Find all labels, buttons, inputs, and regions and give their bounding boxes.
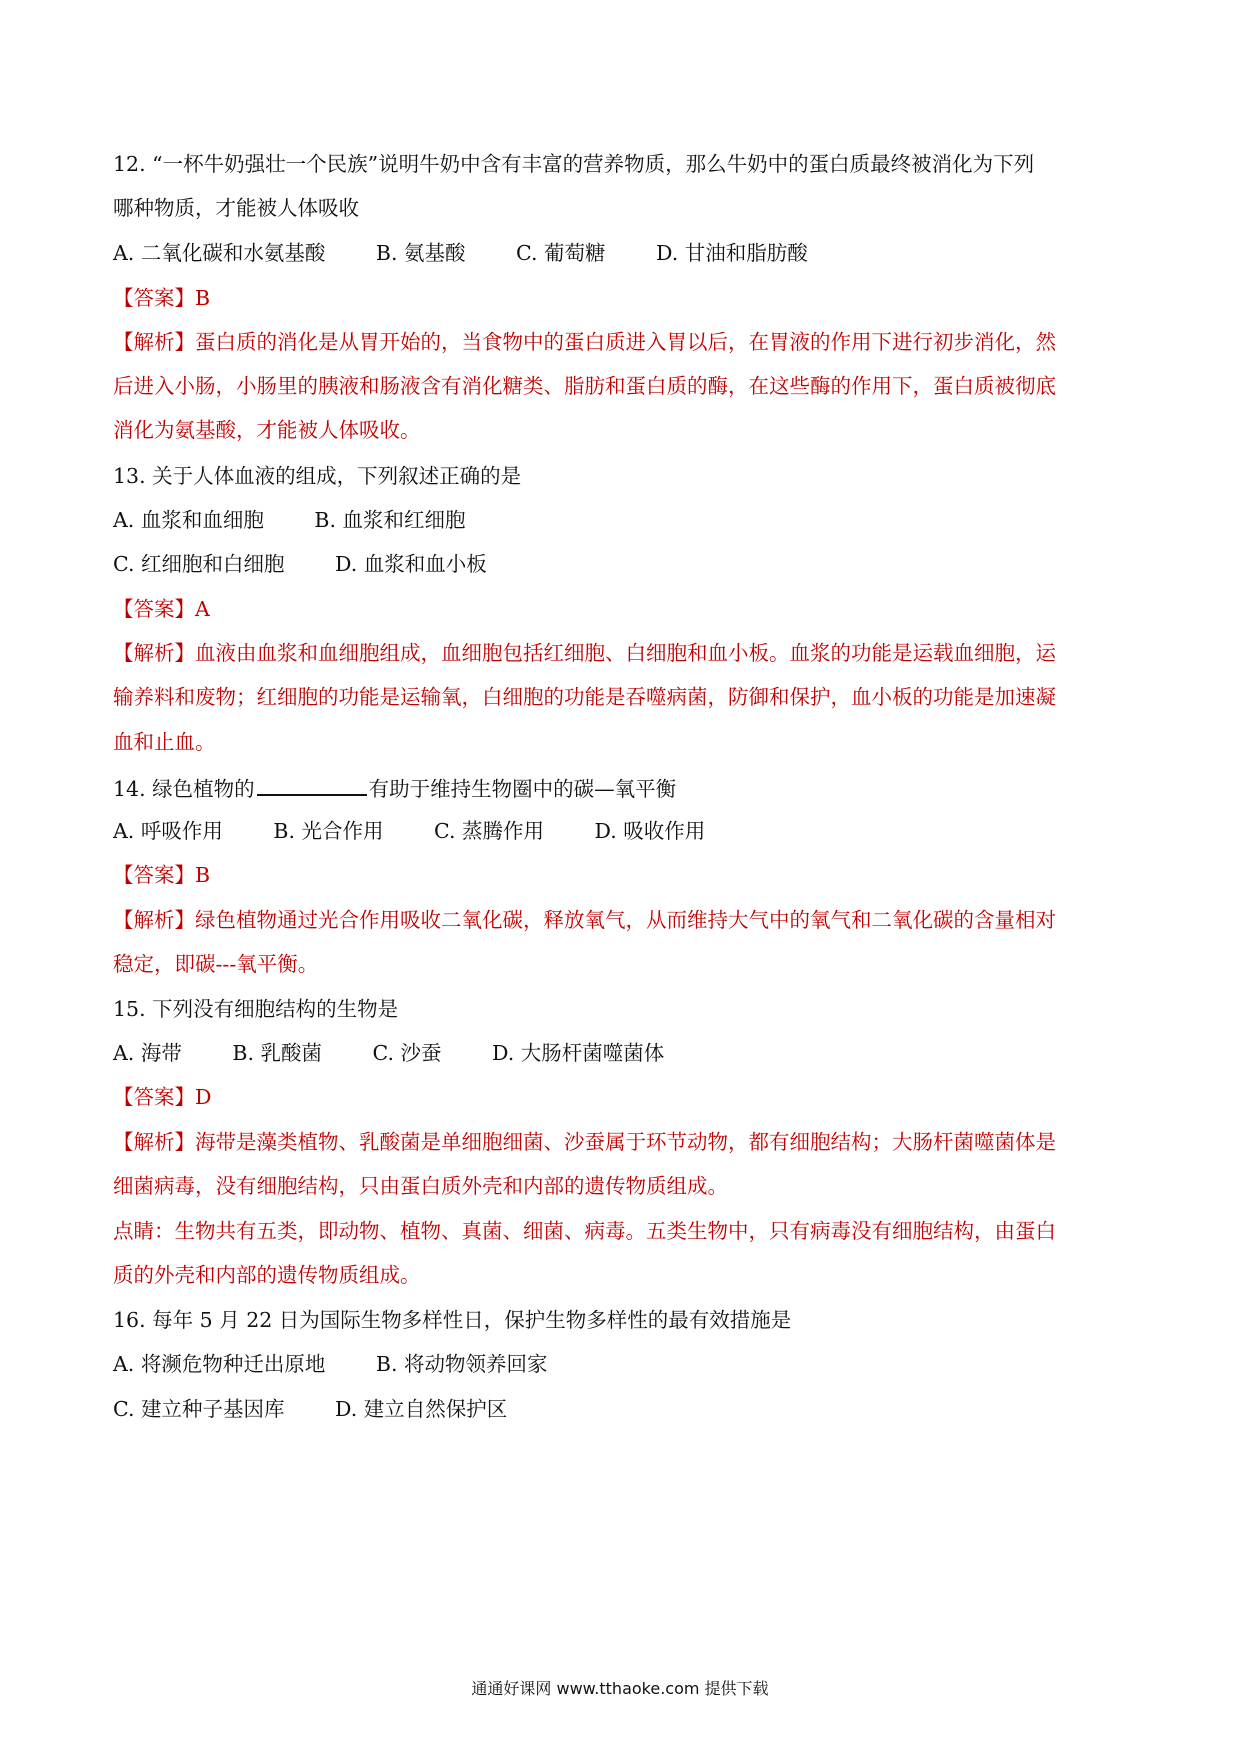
q14-explanation-line-2: 稳定，即碳---氧平衡。	[113, 952, 319, 976]
q14-blank	[257, 774, 367, 796]
q14-stem-part-1: 14. 绿色植物的	[113, 777, 255, 801]
q13-option-a: A. 血浆和血细胞	[113, 508, 264, 532]
q15-options	[113, 1041, 664, 1065]
q14-option-c: C. 蒸腾作用	[434, 819, 545, 843]
q12-explanation-line-1: 【解析】蛋白质的消化是从胃开始的，当食物中的蛋白质进入胃以后，在胃液的作用下进行初步消化，然	[113, 330, 1056, 354]
q12-stem-line-2: 哪种物质，才能被人体吸收	[113, 196, 359, 220]
q15-option-b: B. 乳酸菌	[232, 1041, 322, 1065]
q14-options	[113, 819, 705, 843]
q12-option-b: B. 氨基酸	[375, 241, 466, 265]
q15-tip-line-2: 质的外壳和内部的遗传物质组成。	[113, 1263, 421, 1287]
q14-answer: 【答案】B	[113, 863, 211, 887]
q13-explanation-line-2: 输养料和废物；红细胞的功能是运输氧，白细胞的功能是吞噬病菌，防御和保护，血小板的功能是加速凝	[113, 685, 1056, 709]
q13-options-row-1	[113, 508, 465, 532]
q15-explanation-line-1: 【解析】海带是藻类植物、乳酸菌是单细胞细菌、沙蚕属于环节动物，都有细胞结构；大肠杆菌噬菌体是	[113, 1130, 1056, 1154]
q14-stem	[113, 774, 677, 801]
q15-option-c: C. 沙蚕	[372, 1041, 442, 1065]
q14-explanation-line-1: 【解析】绿色植物通过光合作用吸收二氧化碳，释放氧气，从而维持大气中的氧气和二氧化碳的含量相对	[113, 908, 1056, 932]
q12-explanation-line-3: 消化为氨基酸，才能被人体吸收。	[113, 418, 421, 442]
page-footer: 通通好课网 www.tthaoke.com 提供下载	[471, 1679, 769, 1698]
q13-explanation-line-3: 血和止血。	[113, 730, 216, 754]
q14-option-b: B. 光合作用	[273, 819, 384, 843]
q13-options-row-2	[113, 552, 487, 576]
q12-option-c: C. 葡萄糖	[516, 241, 606, 265]
q15-stem: 15. 下列没有细胞结构的生物是	[113, 997, 399, 1021]
q12-stem-line-1: 12. “一杯牛奶强壮一个民族”说明牛奶中含有丰富的营养物质，那么牛奶中的蛋白质最终被消化为下列	[113, 152, 1035, 176]
q15-tip-line-1: 点睛：生物共有五类，即动物、植物、真菌、细菌、病毒。五类生物中，只有病毒没有细胞结构，由蛋白	[113, 1219, 1056, 1243]
q12-explanation-line-2: 后进入小肠，小肠里的胰液和肠液含有消化糖类、脂肪和蛋白质的酶，在这些酶的作用下，蛋白质被彻底	[113, 374, 1056, 398]
q14-option-a: A. 呼吸作用	[113, 819, 223, 843]
q13-option-b: B. 血浆和红细胞	[314, 508, 466, 532]
q12-option-a: A. 二氧化碳和水氨基酸	[113, 241, 326, 265]
q12-option-d: D. 甘油和脂肪酸	[656, 241, 808, 265]
q16-options-row-1	[113, 1352, 547, 1376]
q13-stem: 13. 关于人体血液的组成，下列叙述正确的是	[113, 464, 522, 488]
q12-answer: 【答案】B	[113, 286, 211, 310]
q15-answer: 【答案】D	[113, 1085, 212, 1109]
q14-option-d: D. 吸收作用	[594, 819, 706, 843]
q16-option-a: A. 将濒危物种迁出原地	[113, 1352, 326, 1376]
q15-explanation-line-2: 细菌病毒，没有细胞结构，只由蛋白质外壳和内部的遗传物质组成。	[113, 1174, 728, 1198]
q13-answer: 【答案】A	[113, 597, 210, 621]
q14-stem-part-2: 有助于维持生物圈中的碳—氧平衡	[368, 777, 677, 801]
q13-explanation-line-1: 【解析】血液由血浆和血细胞组成，血细胞包括红细胞、白细胞和血小板。血浆的功能是运载血细胞，运	[113, 641, 1056, 665]
q12-options	[113, 241, 808, 265]
q15-option-a: A. 海带	[113, 1041, 182, 1065]
q16-option-b: B. 将动物领养回家	[375, 1352, 548, 1376]
q15-option-d: D. 大肠杆菌噬菌体	[492, 1041, 665, 1065]
q16-option-d: D. 建立自然保护区	[335, 1397, 508, 1421]
q16-options-row-2	[113, 1397, 507, 1421]
q16-stem: 16. 每年 5 月 22 日为国际生物多样性日，保护生物多样性的最有效措施是	[113, 1308, 792, 1332]
q16-option-c: C. 建立种子基因库	[113, 1397, 285, 1421]
q13-option-c: C. 红细胞和白细胞	[113, 552, 285, 576]
q13-option-d: D. 血浆和血小板	[335, 552, 487, 576]
